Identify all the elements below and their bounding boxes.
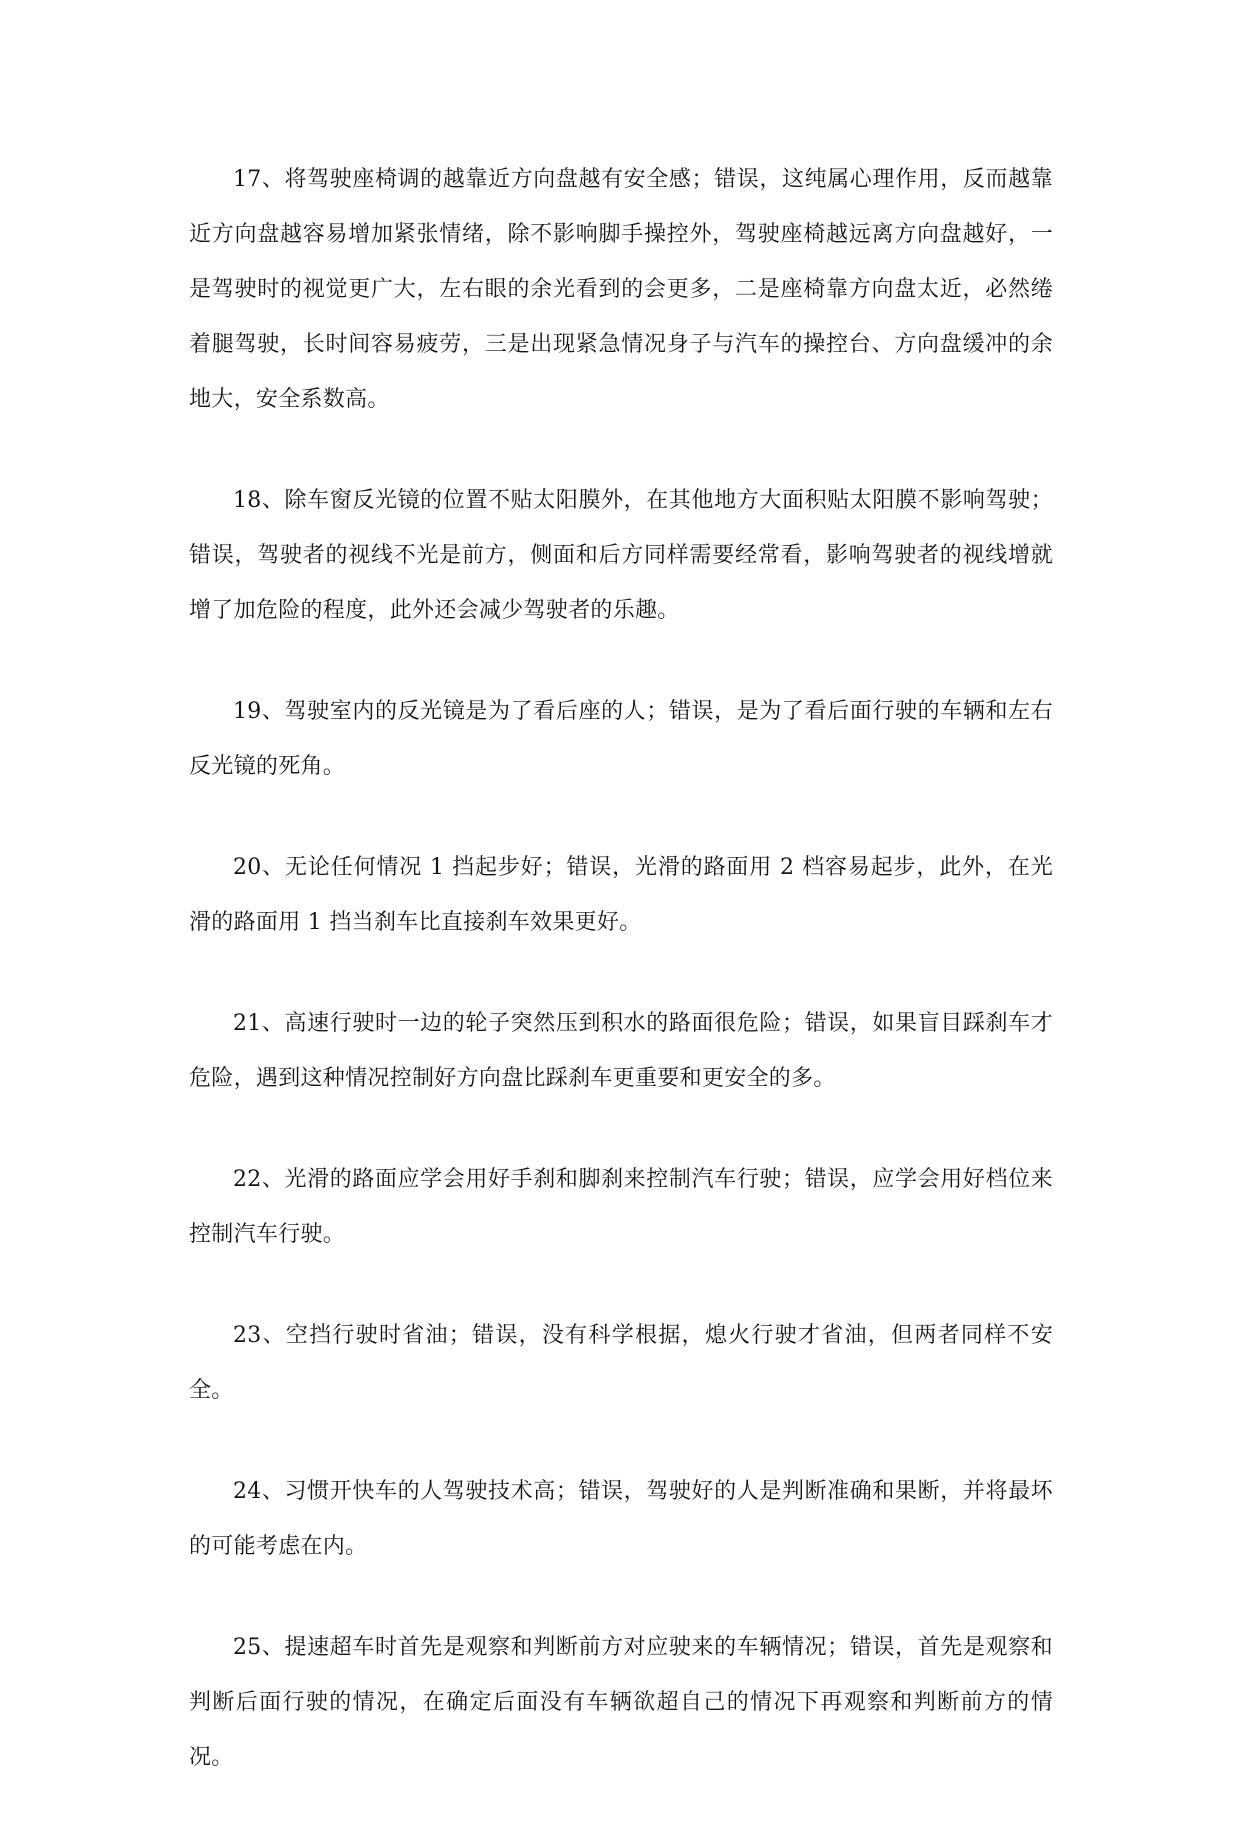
paragraph-23: 23、空挡行驶时省油；错误，没有科学根据，熄火行驶才省油，但两者同样不安全。 <box>189 1323 1053 1403</box>
paragraph-25: 25、提速超车时首先是观察和判断前方对应驶来的车辆情况；错误，首先是观察和判断后面行驶的情况，在确定后面没有车辆欲超自己的情况下再观察和判断前方的情况。 <box>189 1635 1053 1770</box>
paragraph-18: 18、除车窗反光镜的位置不贴太阳膜外，在其他地方大面积贴太阳膜不影响驾驶；错误，驾驶者的视线不光是前方，侧面和后方同样需要经常看，影响驾驶者的视线增就增了加危险的程度，此外还会减少驾驶者的乐趣。 <box>189 488 1053 623</box>
paragraph-24: 24、习惯开快车的人驾驶技术高；错误，驾驶好的人是判断准确和果断，并将最坏的可能考虑在内。 <box>189 1479 1053 1559</box>
paragraph-22: 22、光滑的路面应学会用好手刹和脚刹来控制汽车行驶；错误，应学会用好档位来控制汽车行驶。 <box>189 1167 1053 1247</box>
paragraph-17: 17、将驾驶座椅调的越靠近方向盘越有安全感；错误，这纯属心理作用，反而越靠近方向盘越容易增加紧张情绪，除不影响脚手操控外，驾驶座椅越远离方向盘越好，一是驾驶时的视觉更广大，左右眼的余光看到的会更多，二是座椅靠方向盘太近，必然绻着腿驾驶，长时间容易疲劳，三是出现紧急情况身子与汽车的操控台、方向盘缓冲的余地大，安全系数高。 <box>189 167 1053 412</box>
paragraph-21: 21、高速行驶时一边的轮子突然压到积水的路面很危险；错误，如果盲目踩刹车才危险，遇到这种情况控制好方向盘比踩刹车更重要和更安全的多。 <box>189 1011 1053 1091</box>
document-body <box>189 152 1053 1831</box>
paragraph-20: 20、无论任何情况 1 挡起步好；错误，光滑的路面用 2 档容易起步，此外，在光滑的路面用 1 挡当刹车比直接刹车效果更好。 <box>189 855 1053 935</box>
paragraph-19: 19、驾驶室内的反光镜是为了看后座的人；错误，是为了看后面行驶的车辆和左右反光镜的死角。 <box>189 699 1053 779</box>
